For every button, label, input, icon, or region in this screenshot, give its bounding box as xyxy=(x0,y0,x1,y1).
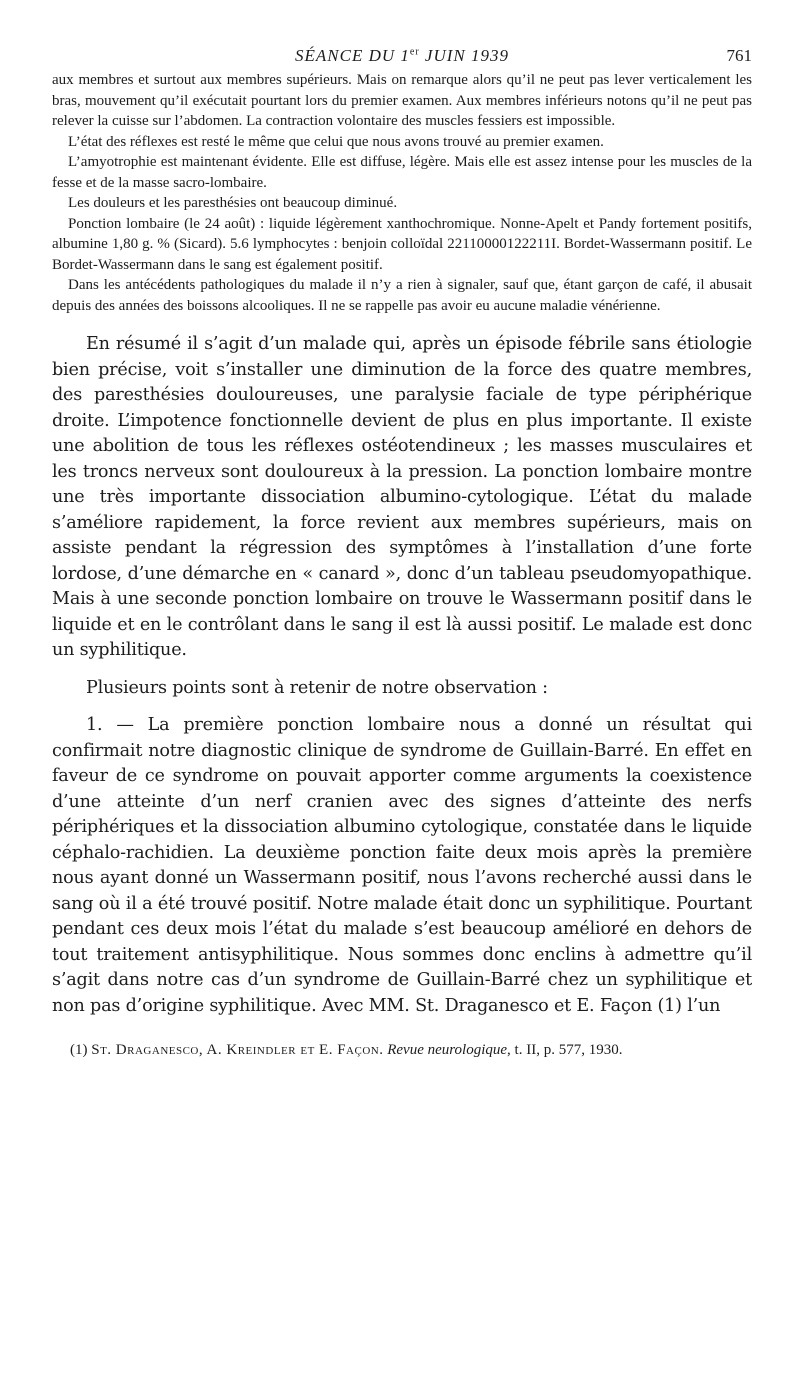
small-paragraph: Ponction lombaire (le 24 août) : liquide légèrement xanthochromique. Nonne-Apelt et Pandy fortement positifs, albumine 1,80 g. % (Sicard). 5.6 lymphocytes : benjoin colloïdal 22110000122211I. Bordet-Wassermann positif. Le Bordet-Wassermann dans le sang est également positif. xyxy=(52,215,752,273)
small-paragraph: L’état des réflexes est resté le même que celui que nous avons trouvé au premier examen. xyxy=(68,133,604,150)
running-head: SÉANCE DU 1er JUIN 1939 xyxy=(295,46,509,65)
case-report-block xyxy=(52,70,752,316)
footnote: (1) St. Draganesco, A. Kreindler et E. Façon. Revue neurologique, t. II, p. 577, 1930. xyxy=(70,1042,623,1058)
small-paragraph: aux membres et surtout aux membres supérieurs. Mais on remarque alors qu’il ne peut pas lever verticalement les bras, mouvement qu’il exécutait pourtant lors du premier examen. Aux membres inférieurs notons qu’il ne peut pas relever la cuisse sur l’abdomen. La contraction volontaire des muscles fessiers est impossible. xyxy=(52,72,752,129)
footnote-authors: St. Draganesco, A. Kreindler et E. Façon. xyxy=(91,1042,384,1058)
document-page xyxy=(52,40,752,1059)
page-header xyxy=(52,40,752,70)
discussion-block xyxy=(52,332,752,1019)
footnote-separator xyxy=(52,1019,752,1041)
footnote-journal: Revue neurologique xyxy=(387,1042,508,1058)
footnote-details: , t. II, p. 577, 1930. xyxy=(507,1042,623,1058)
page-number: 761 xyxy=(726,46,752,65)
points-intro: Plusieurs points sont à retenir de notre observation : xyxy=(86,677,548,698)
small-paragraph: Les douleurs et les paresthésies ont beaucoup diminué. xyxy=(68,195,398,211)
small-paragraph: Dans les antécédents pathologiques du malade il n’y a rien à signaler, sauf que, étant garçon de café, il abusait depuis des années des boissons alcooliques. Il ne se rappelle pas avoir eu aucune maladie vénérienne. xyxy=(52,277,752,314)
summary-paragraph: En résumé il s’agit d’un malade qui, après un épisode fébrile sans étiologie bien précise, voit s’installer une diminution de la force des quatre membres, des paresthésies douloureuses, une paralysie faciale de type périphérique droite. L’impotence fonctionnelle devient de plus en plus importante. Il existe une abolition de tous les réflexes ostéotendineux ; les masses musculaires et les troncs nerveux sont douloureux à la pression. La ponction lombaire montre une très importante dissociation albumino-cytologique. L’état du malade s’améliore rapidement, la force revient aux membres supérieurs, mais on assiste pendant la régression des symptômes à l’installation d’une forte lordose, d’une démarche en « canard », donc d’un tableau pseudomyopathique. Mais à une seconde ponction lombaire on trouve le Wassermann positif dans le liquide et en le contrôlant dans le sang il est là aussi positif. Le malade est donc un syphilitique. xyxy=(52,334,752,660)
point-one-paragraph: 1. — La première ponction lombaire nous a donné un résultat qui confirmait notre diagnostic clinique de syndrome de Guillain-Barré. En effet en faveur de ce syndrome on pouvait apporter comme arguments la coexistence d’une atteinte d’un nerf cranien avec des signes d’atteinte des nerfs périphériques et la dissociation albumino cytologique, constatée dans le liquide céphalo-rachidien. La deuxième ponction faite deux mois après la première nous ayant donné un Wassermann positif, nous l’avons recherché aussi dans le sang où il a été trouvé positif. Notre malade était donc un syphilitique. Pourtant pendant ces deux mois l’état du malade s’est beaucoup amélioré en dehors de tout traitement antisyphilitique. Nous sommes donc enclins à admettre qu’il s’agit dans notre cas d’un syndrome de Guillain-Barré chez un syphilitique et non pas d’origine syphilitique. Avec MM. St. Draganesco et E. Façon (1) l’un xyxy=(52,715,752,1016)
small-paragraph: L’amyotrophie est maintenant évidente. Elle est diffuse, légère. Mais elle est assez intense pour les muscles de la fesse et de la masse sacro-lombaire. xyxy=(52,154,752,191)
